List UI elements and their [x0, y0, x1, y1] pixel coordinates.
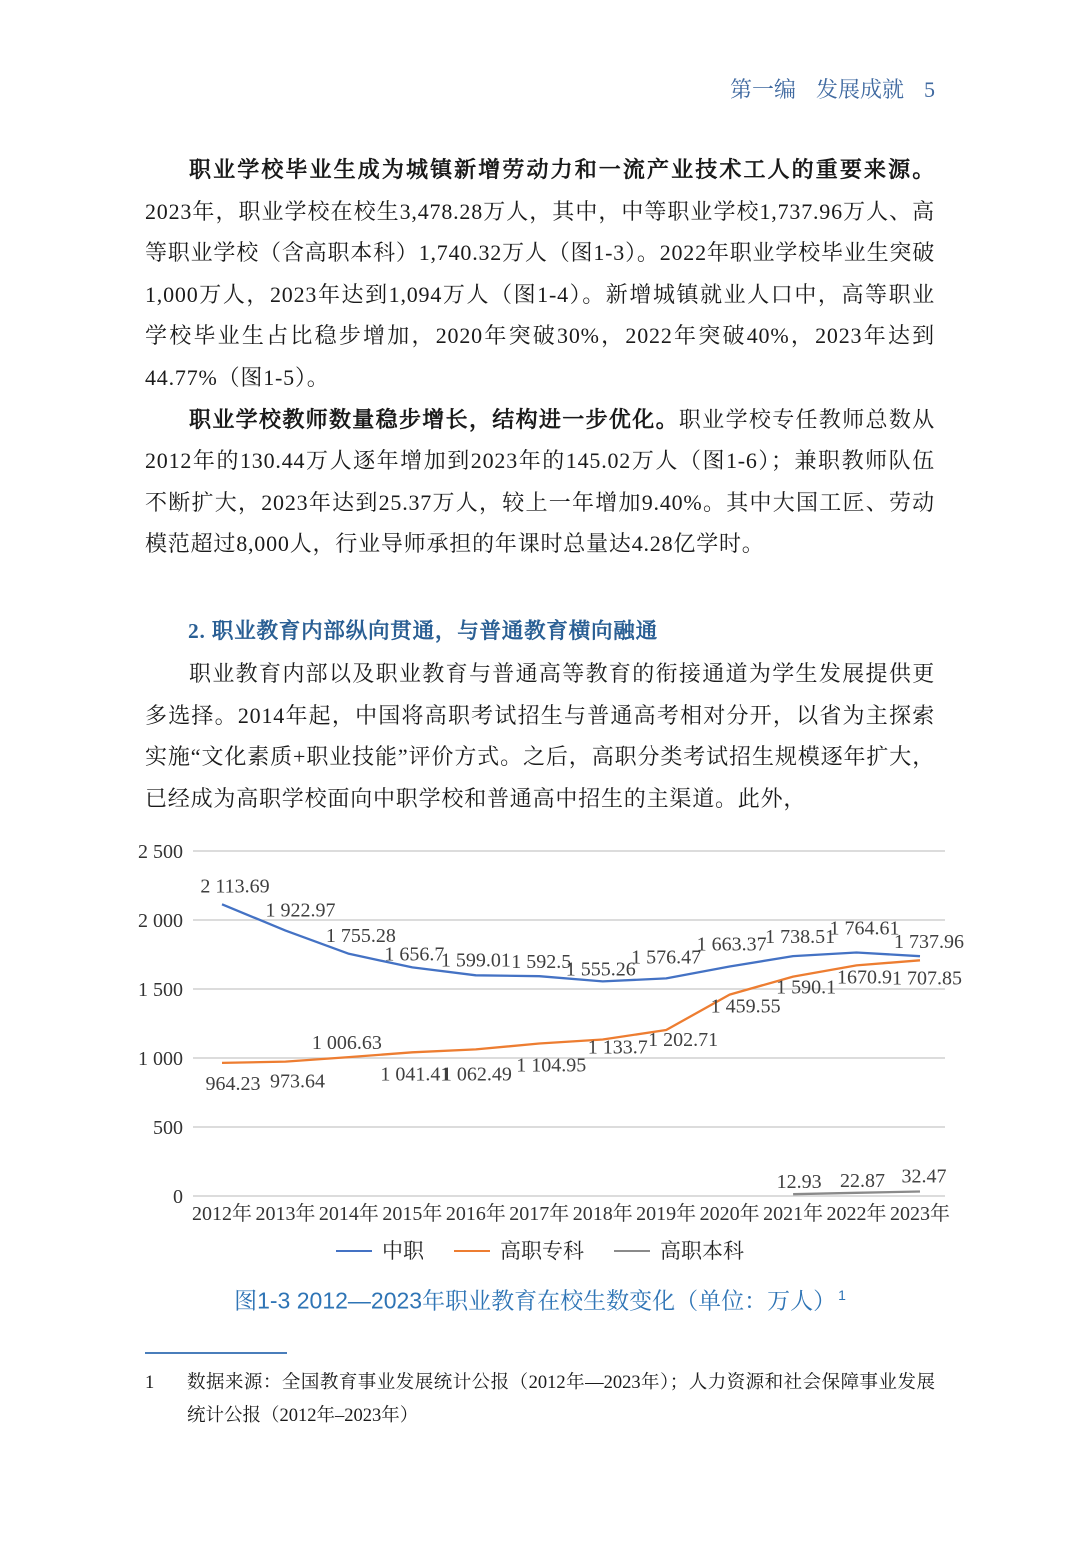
data-label: 1 922.97	[265, 899, 336, 922]
line-chart	[0, 838, 1080, 1230]
data-label: 1 576.47	[631, 946, 702, 969]
x-axis-label: 2014年	[318, 1203, 379, 1225]
x-axis-label: 2016年	[445, 1203, 506, 1225]
paragraph-3	[145, 653, 935, 819]
header-title: 发展成就	[815, 77, 904, 102]
footnote	[145, 1367, 935, 1433]
footnote-marker: 1	[145, 1373, 155, 1393]
data-label: 1 104.95	[516, 1054, 587, 1077]
data-label: 1 041.41	[380, 1063, 451, 1086]
section-heading: 2. 职业教育内部纵向贯通，与普通教育横向融通	[188, 618, 658, 643]
data-label: 1 663.37	[696, 933, 767, 956]
legend-item	[336, 1238, 424, 1264]
chart-legend	[0, 1238, 1080, 1264]
data-label: 1 764.61	[829, 917, 900, 940]
legend-line-swatch	[336, 1250, 372, 1253]
legend-label: 高职本科	[660, 1239, 744, 1263]
data-label: 2 113.69	[200, 875, 270, 898]
legend-item	[454, 1238, 584, 1264]
header-section-label: 第一编	[729, 77, 796, 102]
paragraph-2-lead: 职业学校教师数量稳步增长，结构进一步优化。	[189, 406, 679, 432]
data-label: 1 202.71	[648, 1029, 719, 1052]
x-axis-label: 2022年	[826, 1203, 887, 1225]
paragraph-1-lead: 职业学校毕业生成为城镇新增劳动力和一流产业技术工人的重要来源。	[189, 157, 935, 182]
data-label: 1 133.7	[587, 1036, 648, 1059]
data-label: 1 755.28	[325, 924, 396, 947]
figure-1-3	[0, 838, 1080, 1316]
body-text	[145, 149, 935, 819]
data-label: 1 555.26	[565, 958, 636, 981]
data-label: 1 737.96	[893, 931, 964, 954]
y-axis-tick-label: 2 500	[138, 841, 183, 863]
figure-caption-text: 图1-3 2012—2023年职业教育在校生数变化（单位：万人）	[234, 1287, 837, 1314]
x-axis-label: 2015年	[382, 1203, 443, 1225]
paragraph-1-text: 2023年，职业学校在校生3,478.28万人，其中，中等职业学校1,737.96万人、高等职业学校（含高职本科）1,740.32万人（图1-3）。2022年职业学校毕业生突破1,000万人，2023年达到1,094万人（图1-4）。新增城镇就业人口中，高等职业学校毕业生占比稳步增加，2020年突破30%，2022年突破40%，2023年达到44.77%（图1-5）。	[145, 198, 935, 390]
data-label: 32.47	[901, 1165, 947, 1188]
data-label: 1 592.5	[511, 951, 572, 974]
footnote-area	[145, 1352, 935, 1433]
y-axis-tick-label: 2 000	[138, 910, 183, 932]
data-label: 964.23	[205, 1072, 261, 1095]
figure-caption	[0, 1280, 1080, 1316]
legend-line-swatch	[454, 1250, 490, 1253]
data-label: 1 707.85	[891, 967, 962, 990]
x-axis-label: 2021年	[763, 1203, 824, 1225]
legend-item	[614, 1238, 744, 1264]
x-axis-label: 2018年	[572, 1203, 633, 1225]
legend-line-swatch	[614, 1250, 650, 1253]
x-axis-label: 2020年	[699, 1203, 760, 1225]
paragraph-1	[145, 149, 935, 399]
y-axis-tick-label: 1 500	[138, 979, 183, 1001]
x-axis-label: 2013年	[255, 1203, 316, 1225]
data-label: 12.93	[776, 1171, 822, 1194]
data-label: 973.64	[269, 1070, 325, 1093]
data-label: 1 062.49	[441, 1063, 512, 1086]
data-label: 1 590.1	[776, 976, 837, 999]
page-header	[730, 73, 935, 104]
data-label: 22.87	[840, 1169, 886, 1192]
paragraph-2-text: 职业学校专任教师总数从2012年的130.44万人逐年增加到2023年的145.02万人（图1-6）；兼职教师队伍不断扩大，2023年达到25.37万人，较上一年增加9.40%。其中大国工匠、劳动模范超过8,000人，行业导师承担的年课时总量达4.28亿学时。	[145, 406, 935, 557]
data-label: 1670.9	[837, 966, 893, 989]
legend-label: 高职专科	[500, 1239, 584, 1263]
data-label: 1 599.01	[440, 949, 511, 972]
x-axis-label: 2019年	[636, 1203, 697, 1225]
footnote-rule	[145, 1352, 287, 1354]
x-axis-label: 2012年	[192, 1203, 252, 1225]
y-axis-tick-label: 1 000	[138, 1048, 183, 1070]
page-number: 5	[924, 77, 935, 102]
data-label: 1 006.63	[311, 1032, 382, 1055]
y-axis-tick-label: 500	[153, 1117, 183, 1139]
paragraph-2	[145, 399, 935, 565]
data-label: 1 459.55	[710, 995, 781, 1018]
data-label: 1 656.7	[384, 943, 445, 966]
x-axis-label: 2017年	[509, 1203, 570, 1225]
caption-superscript: 1	[838, 1287, 846, 1303]
legend-label: 中职	[382, 1239, 424, 1263]
y-axis-tick-label: 0	[173, 1186, 183, 1208]
footnote-text: 数据来源：全国教育事业发展统计公报（2012年—2023年）；人力资源和社会保障事业发展统计公报（2012年–2023年）	[187, 1373, 935, 1426]
data-label: 1 738.51	[765, 926, 836, 949]
x-axis-label: 2023年	[889, 1203, 950, 1225]
paragraph-3-text: 职业教育内部以及职业教育与普通高等教育的衔接通道为学生发展提供更多选择。2014年起，中国将高职考试招生与普通高考相对分开，以省为主探索实施“文化素质+职业技能”评价方式。之后，高职分类考试招生规模逐年扩大，已经成为高职学校面向中职学校和普通高中招生的主渠道。此外，	[145, 660, 935, 811]
